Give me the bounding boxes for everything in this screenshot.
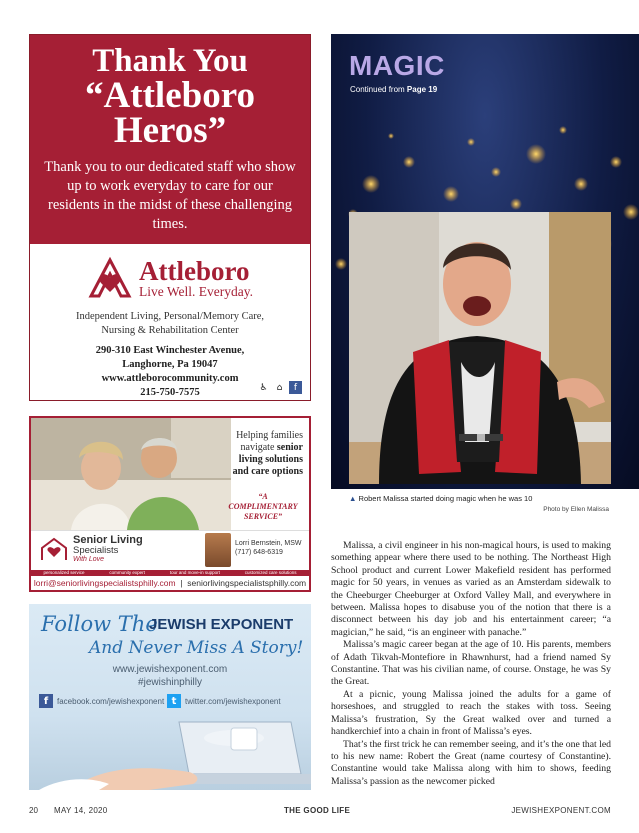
couple-photo: [31, 418, 231, 530]
article-body: [331, 540, 611, 788]
logo-tagline: Live Well. Everyday.: [139, 283, 253, 299]
equal-housing-icon: ⌂: [276, 382, 283, 393]
attleboro-thanks-panel: [30, 35, 310, 244]
twitter-link[interactable]: [167, 694, 281, 708]
website-link[interactable]: www.jewishexponent.com: [112, 664, 228, 675]
footer-site: JEWISHEXPONENT.COM: [511, 806, 611, 815]
sl-sub: Specialists: [73, 545, 119, 556]
tag: tour and move-in support: [169, 570, 220, 575]
paragraph: That’s the first trick he can remember seeing, and it’s the one that led to his new name: Robert the Great (name courtesy of Constantine). Constantine would take Malissa along with him to shows, feeding Malissa’s passion as the newcomer picked: [331, 738, 611, 787]
email-link[interactable]: lorri@seniorlivingspecialistsphilly.com: [33, 578, 176, 588]
continued-prefix: Continued from: [350, 85, 407, 94]
site-link[interactable]: seniorlivingspecialistsphilly.com: [187, 578, 307, 588]
photo-caption: [349, 494, 532, 503]
contact-name: Lorri Bernstein, MSW: [235, 540, 302, 547]
wheelchair-icon: ♿: [259, 382, 268, 393]
contact-strip: [31, 576, 309, 590]
laptop-illustration: [29, 714, 311, 790]
section-name: THE GOOD LIFE: [284, 806, 351, 815]
facebook-handle: facebook.com/jewishexponent: [57, 696, 165, 706]
divider: |: [177, 578, 188, 588]
sl-with: With Love: [73, 556, 105, 563]
address-line-1: 290-310 East Winchester Avenue,: [95, 345, 245, 356]
senior-living-ad: [29, 416, 311, 592]
address-line-2: Langhorne, Pa 19047: [122, 359, 218, 370]
continued-from: [350, 85, 437, 94]
lorri-info: [235, 539, 302, 557]
helping-bold-1: senior: [276, 442, 303, 453]
continued-page: Page 19: [406, 85, 438, 94]
photo-credit: Photo by Ellen Malissa: [543, 506, 609, 513]
follow-text: Follow The: [41, 612, 158, 636]
tag: community expert: [109, 570, 145, 575]
helping-text: [223, 430, 303, 478]
paragraph: Malissa’s magic career began at the age of 10. His parents, members of Adath Tikvah-Montefiore in Rhawnhurst, had a friend named Sy Constantine. That was his civilian name, of course. Onstage, he was Sy the Great.: [331, 639, 611, 688]
badges: [257, 381, 302, 394]
attleboro-logo: [30, 252, 310, 304]
tag: personalized service: [43, 570, 85, 575]
caption-text: Robert Malissa started doing magic when he was 10: [358, 494, 533, 503]
facebook-icon: f: [39, 694, 53, 708]
website: www.attleborocommunity.com: [101, 373, 239, 384]
magician-photo: [349, 212, 611, 484]
contact-phone: (717) 648-6319: [235, 549, 283, 556]
page-footer: [0, 806, 639, 822]
tag: customized care solutions: [244, 570, 297, 575]
senior-living-logo: [39, 535, 143, 563]
page-number: 20: [29, 806, 38, 815]
issue-date: MAY 14, 2020: [54, 806, 108, 815]
paragraph: Malissa, a civil engineer in his non-magical hours, is used to making something appear where there used to be nothing. The Northeast High School product and current Lower Makefield resident has performed magic for 50 years, in venues as varied as an Amsterdam sidewalk to the Cheeburger Cheeburger at Oxford Valley Mall, and everywhere in between. Malissa hopes to disabuse you of the notion that there is a disconnect between his day job and his entertainment career; “a magician,” he said, “is an engineer with panache.”: [331, 540, 611, 638]
ad-message: Thank you to our dedicated staff who show up to work everyday to care for our residents in the midst of these challenging times.: [44, 159, 296, 232]
attleboro-logo-mark-icon: [87, 256, 133, 300]
caption-triangle-icon: ▲: [349, 494, 357, 503]
twitter-handle: twitter.com/jewishexponent: [185, 696, 281, 706]
ad-headline: Thank You: [92, 43, 248, 79]
article-kicker: MAGIC: [349, 50, 445, 81]
facebook-icon[interactable]: f: [289, 381, 302, 394]
hashtag: #jewishinphilly: [138, 677, 202, 688]
phone: 215-750-7575: [140, 387, 200, 398]
lorri-photo: [205, 533, 231, 567]
facebook-link[interactable]: [39, 694, 164, 708]
paragraph: At a picnic, young Malissa joined the adults for a game of horseshoes, and struggled to reach the stakes with toss. Seeing Malissa’s frustration, Sy the Great walked over and turned a handkerchief into a chain in front of Malissa’s eyes.: [331, 688, 611, 738]
helping-bold-2: living solutions and care options: [232, 454, 303, 477]
senior-band: [31, 530, 309, 570]
jewish-exponent-ad: [29, 604, 311, 790]
attleboro-info-panel: [30, 244, 310, 400]
twitter-icon: t: [167, 694, 181, 708]
sl-title: Senior Living: [73, 534, 143, 546]
brand-name: JEWISH EXPONENT: [149, 616, 294, 633]
services: Independent Living, Personal/Memory Care, Nursing & Rehabilitation Center: [75, 311, 265, 336]
ad-tagline: And Never Miss A Story!: [89, 638, 304, 658]
house-heart-icon: [39, 536, 69, 562]
ad-subheadline: “Attleboro Heros”: [85, 75, 255, 151]
helping-prefix: Helping families navigate: [236, 430, 303, 453]
complimentary-service: “A COMPLIMENTARY SERVICE”: [228, 492, 298, 521]
attleboro-ad: [29, 34, 311, 401]
logo-name: Attleboro: [139, 255, 250, 286]
